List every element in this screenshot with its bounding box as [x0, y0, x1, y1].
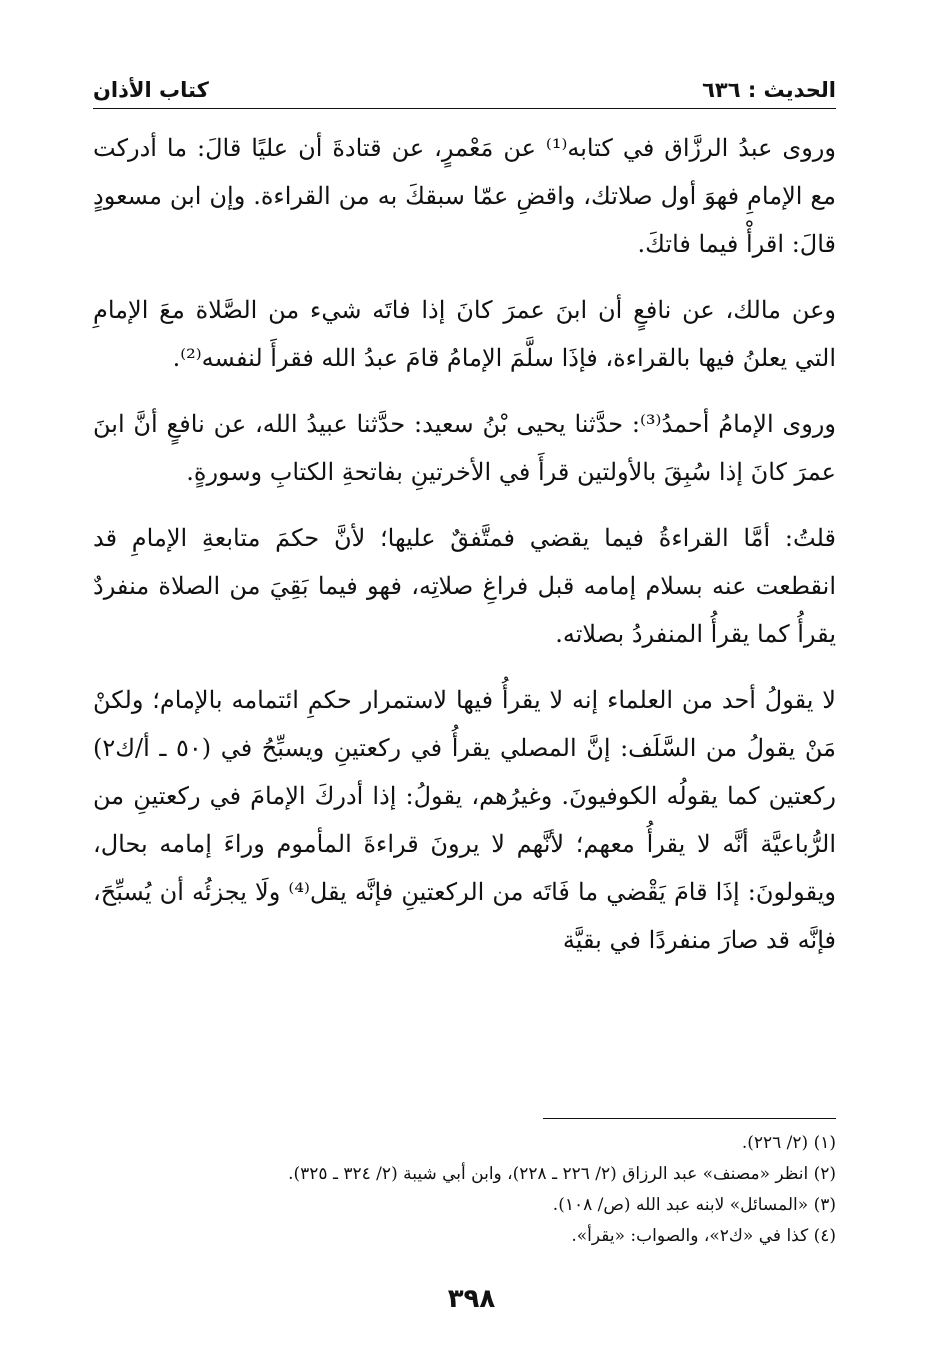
footnote: (١) (٢/ ٢٢٦). — [741, 1133, 836, 1153]
paragraph: وروى عبدُ الرزَّاق في كتابه⁽¹⁾ عن مَعْمرٍ، عن قتادةَ أن عليًا قالَ: ما أدركت مع الإمامِ فهوَ أول صلاتك، واقضِ عمّا سبقكَ به من القراءة. وإن ابن مسعودٍ قالَ: اقرأْ فيما فاتكَ. — [93, 134, 836, 258]
paragraph: وروى الإمامُ أحمدُ⁽³⁾: حدَّثنا يحيى بْنُ سعيد: حدَّثنا عبيدُ الله، عن نافعٍ أنَّ ابنَ عمرَ كانَ إذا سُبِقَ بالأولتين قرأَ في الأخرتينِ بفاتحةِ الكتابِ وسورةٍ. — [93, 410, 836, 486]
footnote: (٤) كذا في «ك٢»، والصواب: «يقرأ». — [571, 1226, 836, 1246]
header-book-title: كتاب الأذان — [93, 78, 209, 102]
paragraph: قلتُ: أمَّا القراءةُ فيما يقضي فمتَّفقٌ عليها؛ لأنَّ حكمَ متابعةِ الإمامِ قد انقطعت عنه بسلام إمامه قبل فراغِ صلاتِه، فهو فيما بَقِيَ من الصلاة منفردٌ يقرأُ كما يقرأُ المنفردُ بصلاته. — [93, 524, 837, 648]
footnotes — [93, 1128, 836, 1252]
main-text — [93, 124, 836, 982]
header-rule — [93, 108, 836, 109]
footnote: (٣) «المسائل» لابنه عبد الله (ص/ ١٠٨). — [552, 1195, 836, 1215]
running-header — [93, 74, 836, 106]
paragraph: وعن مالك، عن نافعٍ أن ابنَ عمرَ كانَ إذا فاتَه شيء من الصَّلاة معَ الإمامِ التي يعلنُ فيها بالقراءة، فإذَا سلَّمَ الإمامُ قامَ عبدُ الله فقرأَ لنفسه⁽²⁾. — [93, 296, 836, 372]
footnote-separator — [543, 1118, 836, 1119]
page-number: ٣٩٨ — [447, 1284, 496, 1314]
footnote: (٢) انظر «مصنف» عبد الرزاق (٢/ ٢٢٦ ـ ٢٢٨)، وابن أبي شيبة (٢/ ٣٢٤ ـ ٣٢٥). — [288, 1164, 836, 1184]
header-hadith-number: الحديث : ٦٣٦ — [702, 78, 836, 102]
paragraph: لا يقولُ أحد من العلماء إنه لا يقرأُ فيها لاستمرار حكمِ ائتمامه بالإمام؛ ولكنْ مَنْ يقولُ من السَّلَف: إنَّ المصلي يقرأُ في ركعتينِ ويسبِّحُ في (٥٠ ـ أ/ك٢) ركعتين كما يقولُه الكوفيونَ. وغيرُهم، يقولُ: إذا أدركَ الإمامَ في ركعتينِ من الرُّباعيَّة أنَّه لا يقرأُ معهم؛ لأنَّهم لا يرونَ قراءةَ المأموم وراءَ إمامه بحال، ويقولونَ: إذَا قامَ يَقْضي ما فَاتَه من الركعتينِ فإنَّه يقل⁽⁴⁾ ولَا يجزئُه أن يُسبِّحَ، فإنَّه قد صارَ منفردًا في بقيَّة — [93, 686, 836, 954]
